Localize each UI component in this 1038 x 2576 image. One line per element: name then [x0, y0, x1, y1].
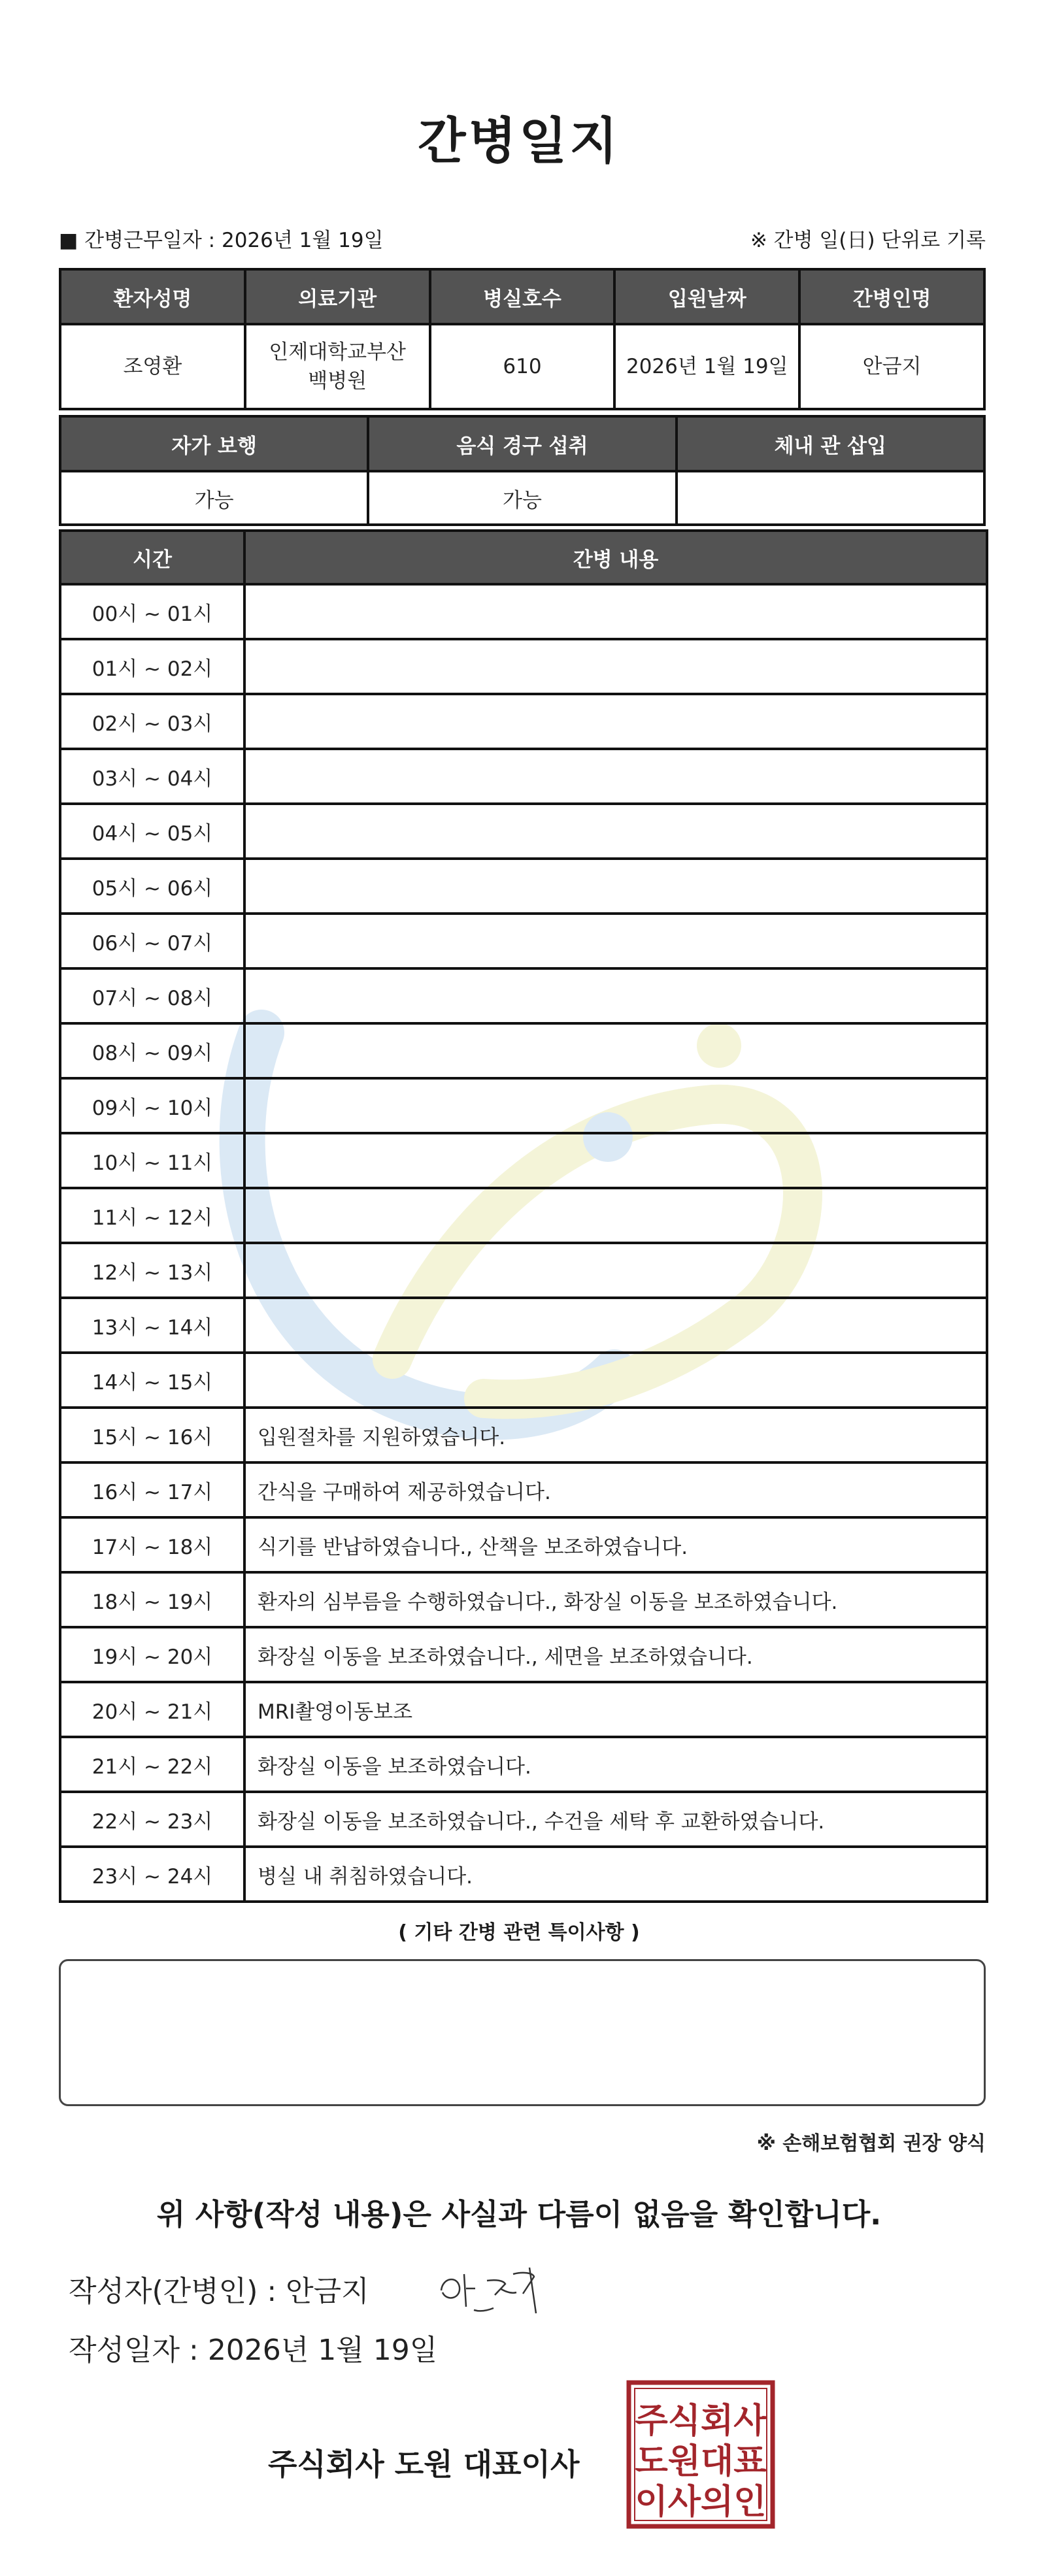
- log-content: 간식을 구매하여 제공하였습니다.: [244, 1462, 987, 1517]
- table-row: [60, 1517, 987, 1572]
- seal-line-3: 이사의인: [635, 2483, 767, 2522]
- log-time: 23시 ~ 24시: [60, 1847, 244, 1902]
- log-content: [244, 749, 987, 804]
- company-representative: 주식회사 도원 대표이사: [268, 2447, 580, 2482]
- patient-name: 조영환: [60, 324, 245, 409]
- log-content: 입원절차를 지원하였습니다.: [244, 1408, 987, 1462]
- table-row: [60, 804, 987, 859]
- remarks-box: [59, 1959, 986, 2106]
- table-row: [60, 1627, 987, 1682]
- log-time: 15시 ~ 16시: [60, 1408, 244, 1462]
- log-content: [244, 1353, 987, 1408]
- log-time: 07시 ~ 08시: [60, 968, 244, 1023]
- table-row: [60, 1572, 987, 1627]
- log-time: 11시 ~ 12시: [60, 1188, 244, 1243]
- log-content: [244, 1188, 987, 1243]
- table-row: [60, 914, 987, 968]
- log-content: [244, 804, 987, 859]
- table-row: [60, 1682, 987, 1737]
- log-content: MRI촬영이동보조: [244, 1682, 987, 1737]
- tube-insertion-value: [677, 471, 984, 525]
- care-log-table: [59, 529, 988, 1903]
- log-content: 식기를 반납하였습니다., 산책을 보조하였습니다.: [244, 1517, 987, 1572]
- table-row: [60, 968, 987, 1023]
- room-number: 610: [430, 324, 615, 409]
- caregiver-name: 안금지: [799, 324, 984, 409]
- hospital: [245, 324, 430, 409]
- handwritten-signature: [435, 2254, 546, 2326]
- log-time: 22시 ~ 23시: [60, 1792, 244, 1847]
- header-care-content: 간병 내용: [244, 531, 987, 584]
- table-row: [60, 859, 987, 914]
- header-room-number: 병실호수: [430, 269, 615, 324]
- log-content: [244, 1298, 987, 1353]
- log-content: [244, 914, 987, 968]
- seal-line-1: 주식회사: [635, 2402, 767, 2441]
- log-time: 04시 ~ 05시: [60, 804, 244, 859]
- log-content: [244, 584, 987, 639]
- header-tube-insertion: 체내 관 삽입: [677, 416, 984, 471]
- daily-note: ※ 간병 일(日) 단위로 기록: [750, 229, 986, 252]
- log-time: 21시 ~ 22시: [60, 1737, 244, 1792]
- table-row: [60, 1188, 987, 1243]
- table-row: [60, 1792, 987, 1847]
- log-time: 10시 ~ 11시: [60, 1133, 244, 1188]
- ability-table: [59, 415, 986, 526]
- table-row: [60, 1462, 987, 1517]
- log-time: 12시 ~ 13시: [60, 1243, 244, 1298]
- sign-date: 작성일자 : 2026년 1월 19일: [69, 2334, 438, 2367]
- log-time: 13시 ~ 14시: [60, 1298, 244, 1353]
- work-date: ■ 간병근무일자 : 2026년 1월 19일: [59, 229, 384, 252]
- table-row: [60, 1353, 987, 1408]
- meta-row: [59, 223, 986, 256]
- log-content: [244, 1078, 987, 1133]
- log-time: 18시 ~ 19시: [60, 1572, 244, 1627]
- log-time: 19시 ~ 20시: [60, 1627, 244, 1682]
- log-time: 02시 ~ 03시: [60, 694, 244, 749]
- table-row: [60, 1243, 987, 1298]
- header-caregiver-name: 간병인명: [799, 269, 984, 324]
- table-row: [60, 749, 987, 804]
- table-row: [60, 1847, 987, 1902]
- recommend-note: ※ 손해보험협회 권장 양식: [756, 2132, 986, 2155]
- log-content: [244, 1133, 987, 1188]
- seal-line-2: 도원대표: [635, 2442, 767, 2481]
- log-content: [244, 1243, 987, 1298]
- header-patient-name: 환자성명: [60, 269, 245, 324]
- header-admission-date: 입원날짜: [614, 269, 799, 324]
- patient-info-table: [59, 268, 986, 410]
- log-content: [244, 1023, 987, 1078]
- self-walking-value: 가능: [60, 471, 368, 525]
- log-content: [244, 968, 987, 1023]
- log-content: 화장실 이동을 보조하였습니다., 세면을 보조하였습니다.: [244, 1627, 987, 1682]
- confirmation-statement: 위 사항(작성 내용)은 사실과 다름이 없음을 확인합니다.: [156, 2197, 882, 2232]
- table-row: [60, 1408, 987, 1462]
- log-time: 16시 ~ 17시: [60, 1462, 244, 1517]
- log-content: [244, 639, 987, 694]
- header-oral-intake: 음식 경구 섭취: [368, 416, 676, 471]
- log-content: [244, 859, 987, 914]
- header-self-walking: 자가 보행: [60, 416, 368, 471]
- header-hospital: 의료기관: [245, 269, 430, 324]
- log-content: [244, 694, 987, 749]
- log-time: 01시 ~ 02시: [60, 639, 244, 694]
- log-time: 00시 ~ 01시: [60, 584, 244, 639]
- signer-line: 작성자(간병인) : 안금지: [69, 2275, 369, 2308]
- table-row: [60, 1737, 987, 1792]
- admission-date: 2026년 1월 19일: [614, 324, 799, 409]
- log-content: 화장실 이동을 보조하였습니다., 수건을 세탁 후 교환하였습니다.: [244, 1792, 987, 1847]
- log-time: 05시 ~ 06시: [60, 859, 244, 914]
- table-row: [60, 1298, 987, 1353]
- log-time: 08시 ~ 09시: [60, 1023, 244, 1078]
- table-row: [60, 694, 987, 749]
- hospital-name: 인제대학교부산백병원: [269, 340, 406, 393]
- remarks-title: ( 기타 간병 관련 특이사항 ): [398, 1921, 640, 1944]
- log-content: 화장실 이동을 보조하였습니다.: [244, 1737, 987, 1792]
- care-log-body: [60, 584, 987, 1902]
- header-time: 시간: [60, 531, 244, 584]
- log-time: 03시 ~ 04시: [60, 749, 244, 804]
- company-seal: [626, 2380, 775, 2529]
- oral-intake-value: 가능: [368, 471, 676, 525]
- table-row: [60, 584, 987, 639]
- table-row: [60, 1078, 987, 1133]
- table-row: [60, 639, 987, 694]
- log-time: 09시 ~ 10시: [60, 1078, 244, 1133]
- log-time: 06시 ~ 07시: [60, 914, 244, 968]
- table-row: [60, 1023, 987, 1078]
- log-content: 병실 내 취침하였습니다.: [244, 1847, 987, 1902]
- page-title: 간병일지: [418, 112, 620, 170]
- log-time: 20시 ~ 21시: [60, 1682, 244, 1737]
- log-time: 14시 ~ 15시: [60, 1353, 244, 1408]
- log-time: 17시 ~ 18시: [60, 1517, 244, 1572]
- log-content: 환자의 심부름을 수행하였습니다., 화장실 이동을 보조하였습니다.: [244, 1572, 987, 1627]
- table-row: [60, 1133, 987, 1188]
